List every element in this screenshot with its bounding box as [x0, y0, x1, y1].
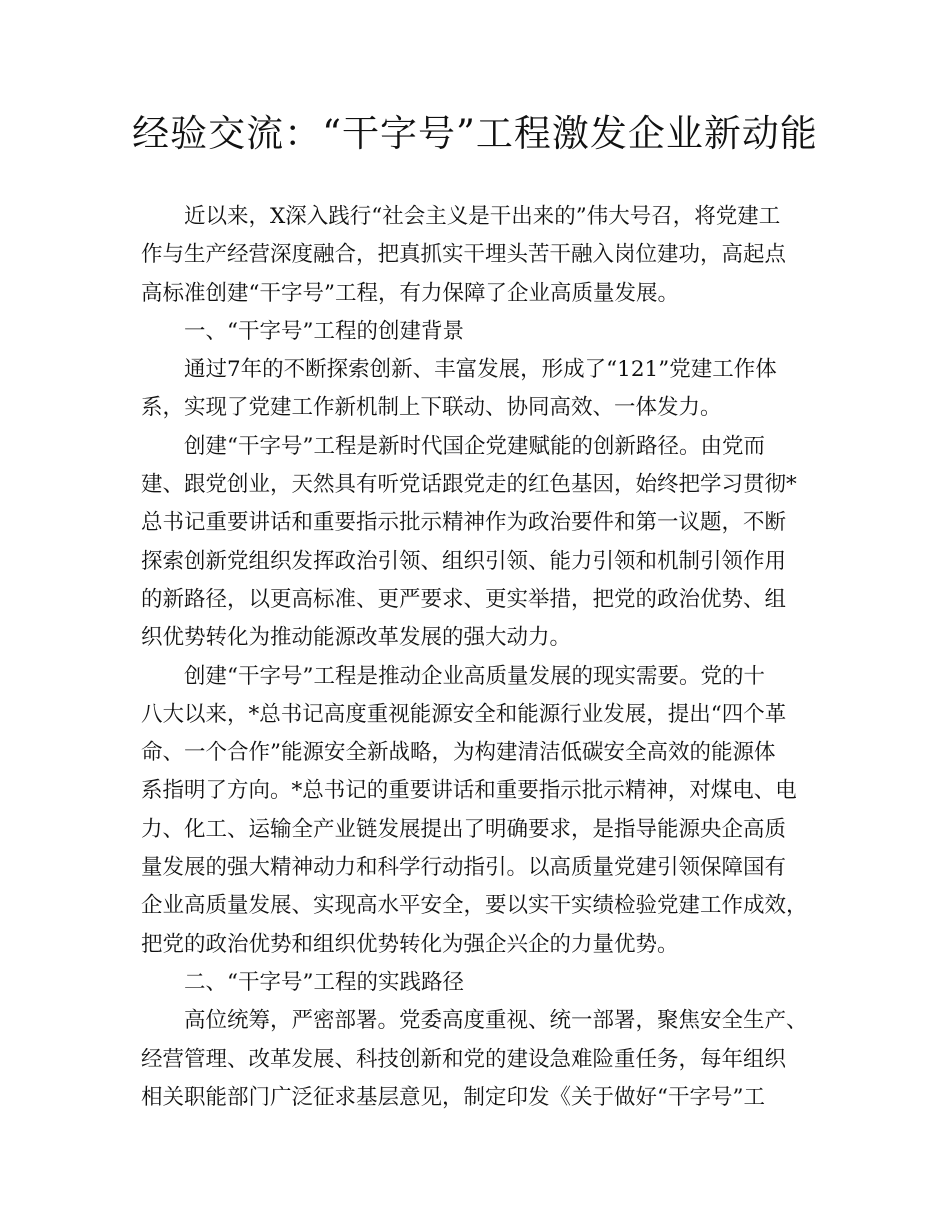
paragraph-line: 系指明了方向。*总书记的重要讲话和重要指示批示精神，对煤电、电	[141, 778, 797, 804]
paragraph-line: 探索创新党组织发挥政治引领、组织引领、能力引领和机制引领作用	[141, 548, 787, 574]
paragraph-line: 总书记重要讲话和重要指示批示精神作为政治要件和第一议题，不断	[141, 510, 787, 536]
paragraph-line: 建、跟党创业，天然具有听党话跟党走的红色基因，始终把学习贯彻*	[141, 472, 797, 498]
paragraph-line: 高标准创建“干字号”工程，有力保障了企业高质量发展。	[141, 280, 679, 306]
paragraph-line: 八大以来，*总书记高度重视能源安全和能源行业发展，提出“四个革	[141, 701, 787, 727]
paragraph-line: 高位统筹，严密部署。党委高度重视、统一部署，聚焦安全生产、	[184, 1008, 808, 1034]
paragraph-line: 力、化工、运输全产业链发展提出了明确要求，是指导能源央企高质	[141, 816, 787, 842]
section-heading: 一、“干字号”工程的创建背景	[184, 318, 464, 344]
paragraph-line: 量发展的强大精神动力和科学行动指引。以高质量党建引领保障国有	[141, 855, 787, 881]
paragraph-line: 把党的政治优势和组织优势转化为强企兴企的力量优势。	[141, 931, 679, 957]
paragraph-line: 通过7年的不断探索创新、丰富发展，形成了“121”党建工作体	[184, 357, 777, 383]
paragraph-line: 系，实现了党建工作新机制上下联动、协同高效、一体发力。	[141, 395, 722, 421]
paragraph-line: 作与生产经营深度融合，把真抓实干埋头苦干融入岗位建功，高起点	[141, 242, 787, 268]
document-body	[141, 198, 826, 1117]
paragraph-line: 织优势转化为推动能源改革发展的强大动力。	[141, 625, 572, 651]
paragraph-line: 近以来，X深入践行“社会主义是干出来的”伟大号召，将党建工	[184, 204, 781, 229]
paragraph-line: 创建“干字号”工程是新时代国企党建赋能的创新路径。由党而	[184, 433, 765, 459]
paragraph-line: 创建“干字号”工程是推动企业高质量发展的现实需要。党的十	[184, 663, 765, 689]
section-heading: 二、“干字号”工程的实践路径	[184, 969, 464, 995]
paragraph-line: 企业高质量发展、实现高水平安全，要以实干实绩检验党建工作成效，	[141, 893, 808, 919]
page-title: 经验交流：“干字号”工程激发企业新动能	[132, 112, 818, 155]
paragraph-line: 的新路径，以更高标准、更严要求、更实举措，把党的政治优势、组	[141, 586, 787, 612]
paragraph-line: 命、一个合作”能源安全新战略，为构建清洁低碳安全高效的能源体	[141, 740, 776, 766]
paragraph-line: 相关职能部门广泛征求基层意见，制定印发《关于做好“干字号”工	[141, 1084, 765, 1110]
paragraph-line: 经营管理、改革发展、科技创新和党的建设急难险重任务，每年组织	[141, 1046, 787, 1072]
